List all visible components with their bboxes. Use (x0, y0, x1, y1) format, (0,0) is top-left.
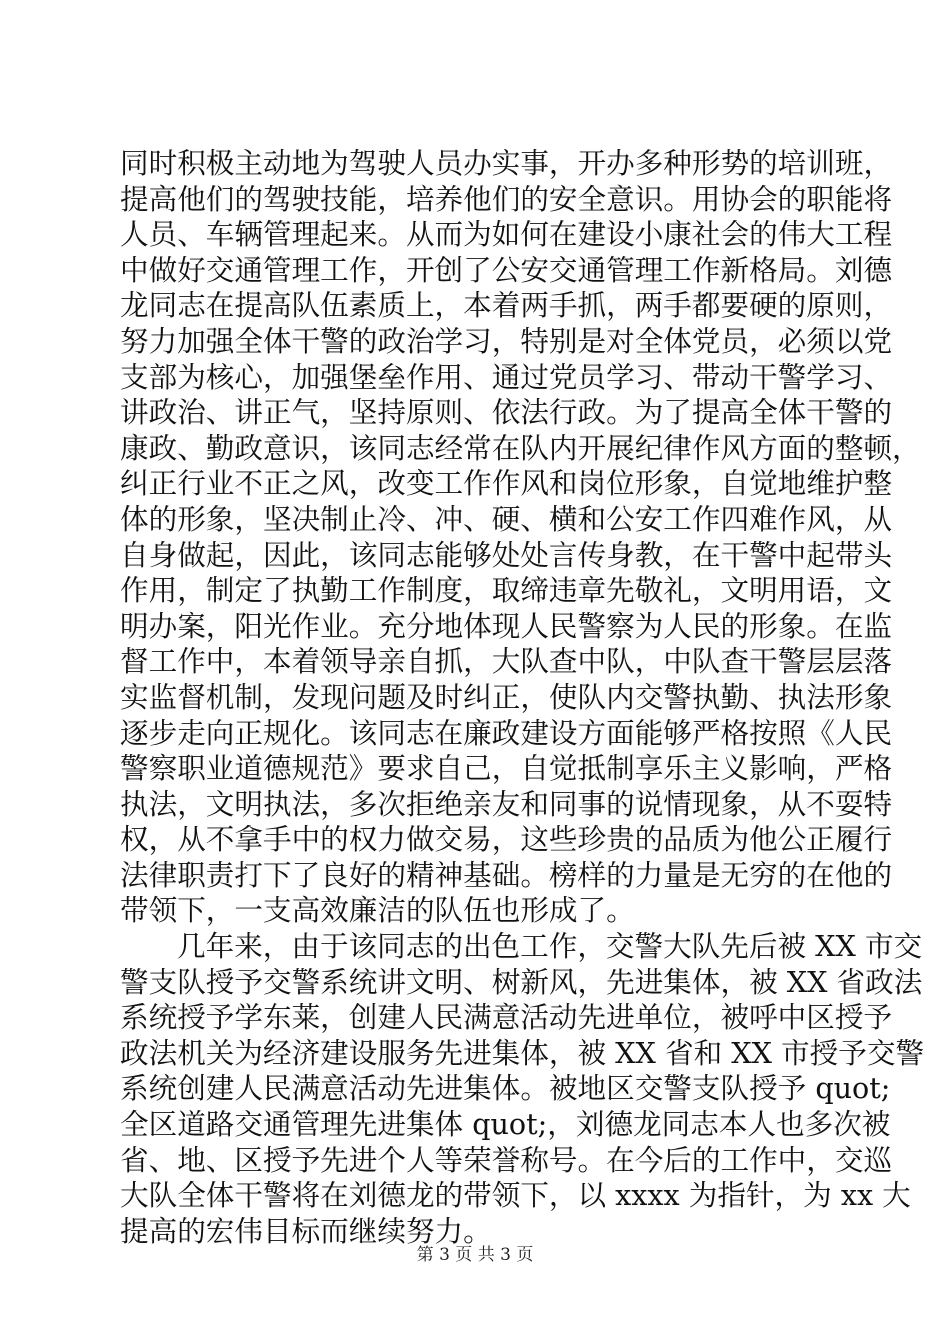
text-line: 省、地、区授予先进个人等荣誉称号。在今后的工作中，交巡 (120, 1142, 893, 1177)
text-line: 政法机关为经济建设服务先进集体，被 XX 省和 XX 市授予交警 (120, 1035, 925, 1070)
text-line: 系统授予学东莱，创建人民满意活动先进单位，被呼中区授予 (120, 1000, 893, 1035)
text-line: 自身做起，因此，该同志能够处处言传身教，在干警中起带头 (120, 537, 893, 572)
text-line: 纠正行业不正之风，改变工作作风和岗位形象，自觉地维护整 (120, 466, 893, 501)
text-line: 中做好交通管理工作，开创了公安交通管理工作新格局。刘德 (120, 252, 893, 287)
text-line: 讲政治、讲正气，坚持原则、依法行政。为了提高全体干警的 (120, 395, 893, 430)
text-line: 作用，制定了执勤工作制度，取缔违章先敬礼，文明用语，文 (120, 573, 893, 608)
text-line: 提高的宏伟目标而继续努力。 (120, 1213, 492, 1248)
text-line: 实监督机制，发现问题及时纠正，使队内交警执勤、执法形象 (120, 679, 893, 714)
document-body (120, 146, 925, 1249)
text-line: 全区道路交通管理先进集体 quot;，刘德龙同志本人也多次被 (120, 1107, 891, 1142)
text-line: 支部为核心，加强堡垒作用、通过党员学习、带动干警学习、 (120, 359, 893, 394)
text-line: 同时积极主动地为驾驶人员办实事，开办多种形势的培训班， (120, 146, 893, 180)
text-line: 警察职业道德规范》要求自己，自觉抵制享乐主义影响，严格 (120, 751, 893, 786)
text-line: 大队全体干警将在刘德龙的带领下，以 xxxx 为指针，为 xx 大 (120, 1178, 911, 1213)
text-line: 龙同志在提高队伍素质上，本着两手抓，两手都要硬的原则， (120, 288, 893, 323)
text-line: 权，从不拿手中的权力做交易，这些珍贵的品质为他公正履行 (120, 822, 893, 857)
text-line: 带领下，一支高效廉洁的队伍也形成了。 (120, 893, 635, 928)
text-line: 系统创建人民满意活动先进集体。被地区交警支队授予 quot; (120, 1071, 891, 1106)
text-line: 人员、车辆管理起来。从而为如何在建设小康社会的伟大工程 (120, 217, 893, 252)
text-line: 康政、勤政意识，该同志经常在队内开展纪律作风方面的整顿， (120, 430, 921, 465)
page-footer: 第 3 页 共 3 页 (416, 1245, 534, 1265)
text-line: 法律职责打下了良好的精神基础。榜样的力量是无穷的在他的 (120, 857, 893, 892)
text-line: 提高他们的驾驶技能，培养他们的安全意识。用协会的职能将 (120, 181, 893, 216)
text-line: 警支队授予交警系统讲文明、树新风，先进集体，被 XX 省政法 (120, 964, 923, 999)
text-line: 明办案，阳光作业。充分地体现人民警察为人民的形象。在监 (120, 608, 893, 643)
text-line: 体的形象，坚决制止冷、冲、硬、横和公安工作四难作风，从 (120, 501, 893, 536)
text-line: 努力加强全体干警的政治学习，特别是对全体党员，必须以党 (120, 323, 893, 358)
paragraph-start-line: 几年来，由于该同志的出色工作，交警大队先后被 XX 市交 (177, 929, 923, 964)
text-line: 督工作中，本着领导亲自抓，大队查中队，中队查干警层层落 (120, 644, 893, 679)
text-line: 执法，文明执法，多次拒绝亲友和同事的说情现象，从不耍特 (120, 786, 893, 821)
text-line: 逐步走向正规化。该同志在廉政建设方面能够严格按照《人民 (120, 715, 893, 750)
